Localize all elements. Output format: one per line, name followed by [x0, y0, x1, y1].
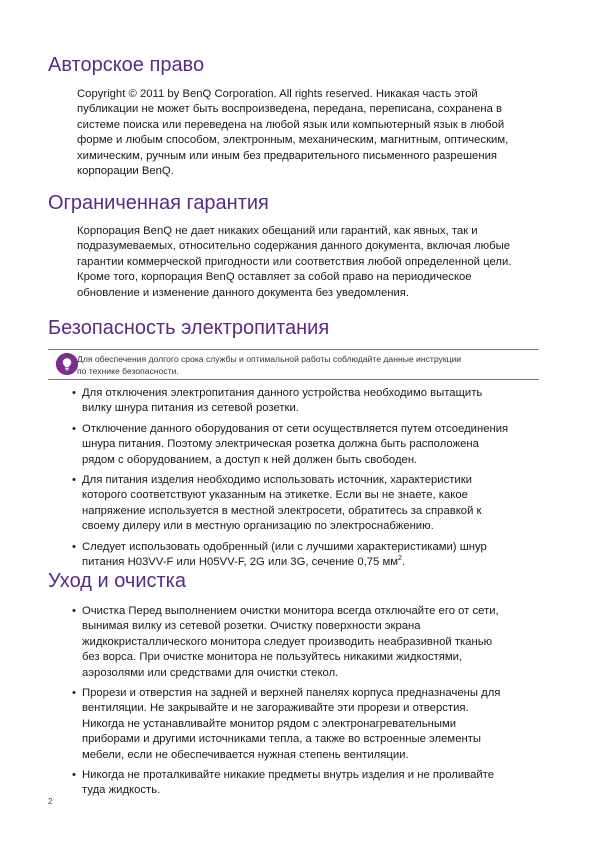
- text-fragment: .: [401, 556, 406, 569]
- list-item: [72, 473, 552, 535]
- bullet: •: [72, 769, 76, 782]
- bullet: •: [72, 474, 76, 487]
- text-line: Очистка Перед выполнением очистки монитора всегда отключайте его от сети,: [82, 605, 499, 617]
- text-line: форме и любым способом, электронным, механическим, магнитным, оптическим,: [77, 134, 509, 147]
- text-line: вынимая вилку из сетевой розетки. Очистку поверхности экрана: [82, 620, 421, 633]
- care-heading: Уход и очистка: [48, 570, 186, 592]
- text-line: Для отключения электропитания данного устройства необходимо вытащить: [82, 387, 483, 399]
- bullet: •: [72, 605, 76, 617]
- list-item: [72, 686, 552, 763]
- text-line: Для обеспечения долгого срока службы и оптимальной работы соблюдайте данные инструкции: [77, 354, 462, 364]
- bullet: •: [72, 387, 76, 399]
- page-number: 2: [48, 797, 53, 806]
- safety-list: [72, 386, 552, 575]
- text-line: публикации не может быть воспроизведена, передана, переписана, сохранена в: [77, 103, 503, 116]
- text-line: Отключение данного оборудования от сети осуществляется путем отсоединения: [82, 422, 509, 435]
- lightbulb-icon: [56, 353, 78, 375]
- list-item: [72, 768, 552, 799]
- care-list: [72, 604, 552, 804]
- text-line: Copyright © 2011 by BenQ Corporation. All rights reserved. Никакая часть этой: [77, 88, 478, 100]
- text-line: системе поиска или переведена на любой язык или компьютерный язык в любой: [77, 118, 505, 131]
- text-line: Прорези и отверстия на задней и верхней панелях корпуса предназначены для: [82, 687, 501, 700]
- bullet: •: [72, 422, 76, 435]
- text-line: приборами и другими источниками тепла, а также во встроенные элементы: [82, 733, 482, 746]
- list-item: [72, 604, 552, 681]
- text-line: шнура питания. Поэтому электрическая розетка должна быть расположена: [82, 438, 479, 451]
- text-line: без ворса. При очистке монитора не пользуйтесь никакими жидкостями,: [82, 651, 463, 664]
- warranty-paragraph: [77, 224, 547, 301]
- electrical-safety-heading: Безопасность электропитания: [48, 317, 330, 339]
- superscript: 2: [398, 555, 402, 563]
- text-line: Никогда не проталкивайте никакие предметы внутрь изделия и не проливайте: [82, 769, 494, 782]
- warranty-heading: Ограниченная гарантия: [48, 192, 269, 214]
- text-line: по технике безопасности.: [77, 366, 179, 376]
- copyright-heading: Авторское право: [48, 54, 205, 76]
- text-line: вилку шнура питания из сетевой розетки.: [82, 402, 299, 415]
- text-line: рядом с оборудованием, а доступ к ней должен быть свободен.: [82, 453, 418, 466]
- text-line: туда жидкость.: [82, 784, 161, 797]
- text-line: обновление и изменение данного документа без уведомления.: [77, 286, 410, 299]
- text-line: Для питания изделия необходимо использовать источник, характеристики: [82, 474, 472, 487]
- bullet: •: [72, 540, 76, 553]
- text-line: Кроме того, корпорация BenQ оставляет за собой право на периодическое: [77, 271, 472, 284]
- list-item: [72, 540, 552, 571]
- text-line: подразумеваемых, относительно содержания данного документа, включая любые: [77, 240, 510, 253]
- copyright-paragraph: [77, 87, 547, 179]
- list-item: [72, 422, 552, 468]
- text-line: которого соответствуют указанным на этикетке. Если вы не знаете, какое: [82, 489, 468, 502]
- text-line: своему дилеру или в местную организацию по электроснабжению.: [82, 520, 434, 533]
- text-line: вентиляции. Не закрывайте и не загораживайте эти прорези и отверстия.: [82, 702, 469, 715]
- text-line: мебели, если не обеспечивается нужная степень вентиляции.: [82, 748, 409, 761]
- divider: [48, 349, 539, 350]
- text-line: гарантии коммерческой пригодности или соответствия любой определенной цели.: [77, 255, 512, 268]
- bullet: •: [72, 687, 76, 700]
- divider: [48, 379, 539, 380]
- text-line: Корпорация BenQ не дает никаких обещаний или гарантий, как явных, так и: [77, 225, 478, 237]
- text-line: жидкокристаллического монитора следует производить неабразивной тканью: [82, 635, 493, 648]
- note-text: [77, 353, 461, 377]
- text-line: Никогда не устанавливайте монитор рядом с электронагревательными: [82, 717, 457, 730]
- text-line: химическим, ручным или иным без предварительного письменного разрешения: [77, 149, 498, 162]
- text-fragment: питания H03VV-F или H05VV-F, 2G или 3G, сечение 0,75 мм: [82, 556, 399, 569]
- text-line: напряжение используется в местной электросети, обратитесь за справкой к: [82, 504, 482, 517]
- list-item: [72, 386, 552, 417]
- text-line: Следует использовать одобренный (или с лучшими характеристиками) шнур: [82, 540, 487, 553]
- safety-note: [48, 349, 539, 380]
- text-line: корпорации BenQ.: [77, 165, 174, 178]
- text-line: аэрозолями или средствами для очистки стекол.: [82, 666, 339, 679]
